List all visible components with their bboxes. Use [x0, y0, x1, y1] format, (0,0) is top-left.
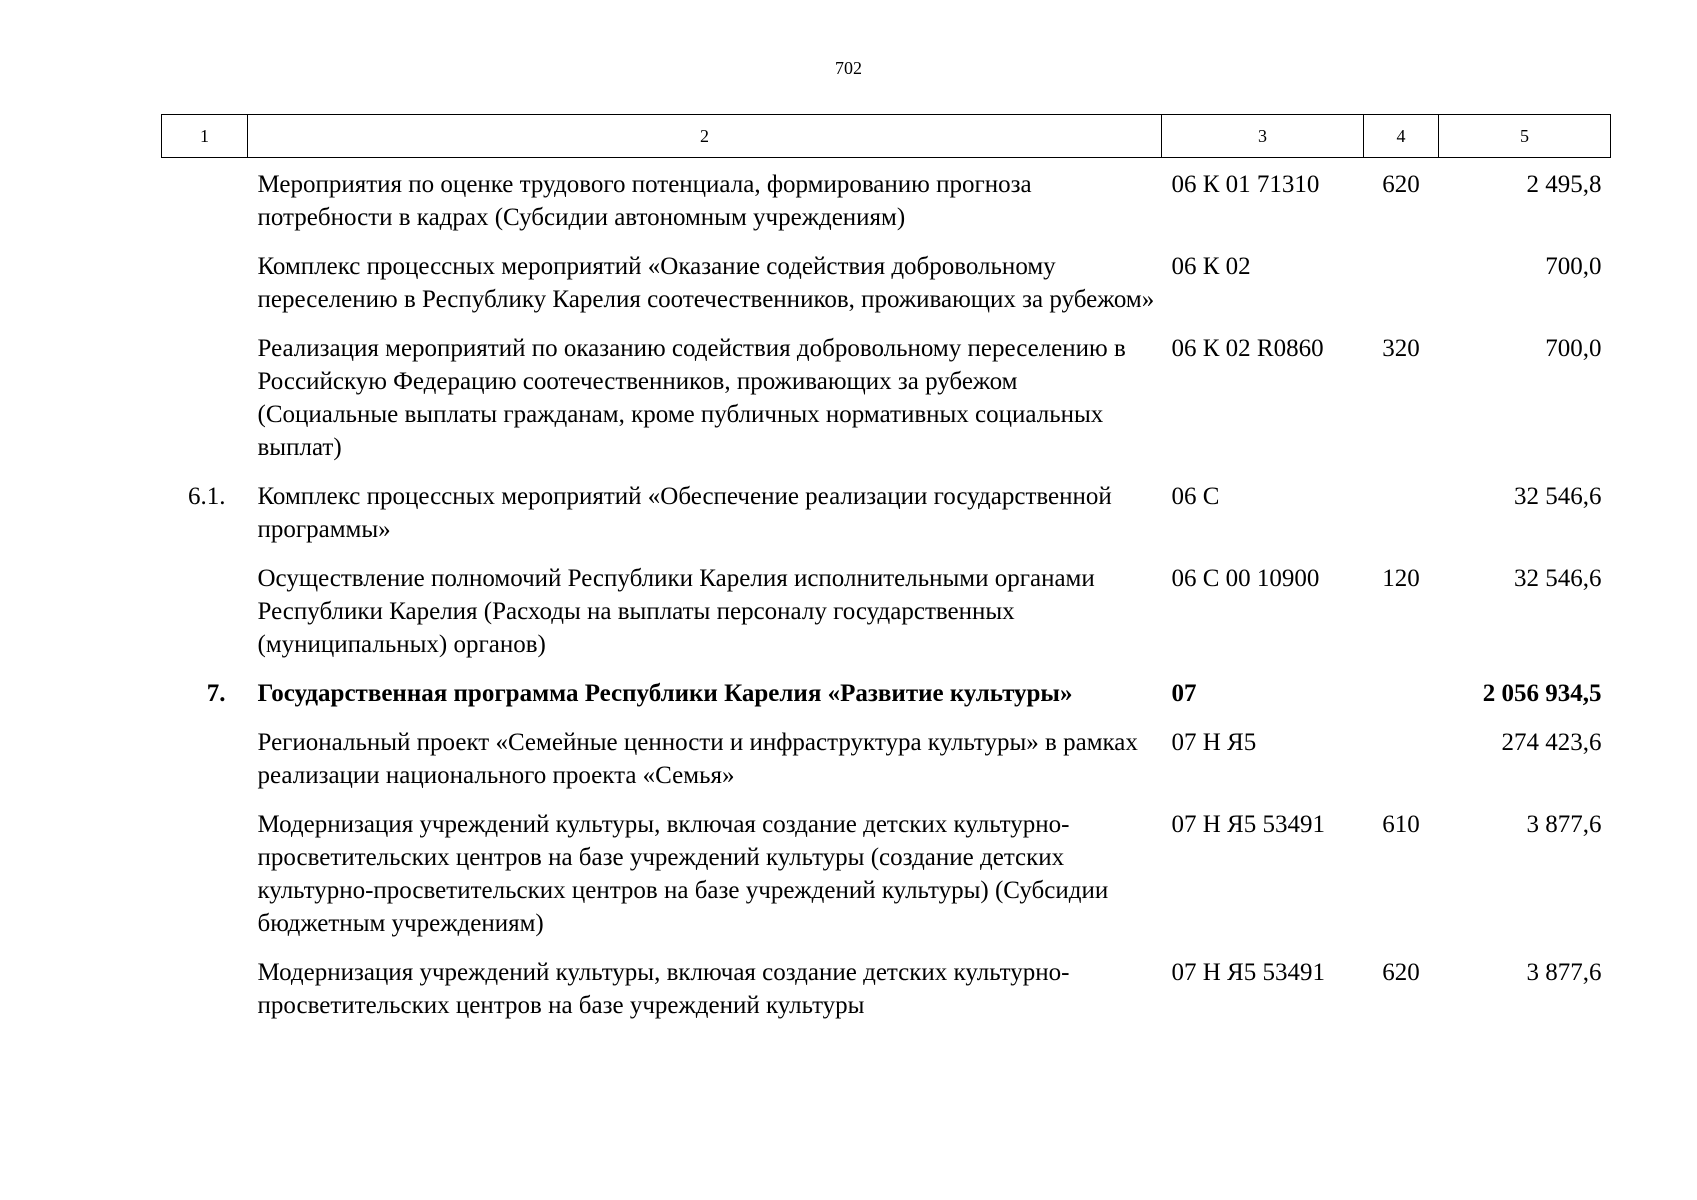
row-expense-type [1364, 677, 1439, 726]
row-code: 07 Н Я5 53491 [1171, 811, 1325, 838]
row-name: Комплекс процессных мероприятий «Оказание содействия добровольному переселению в Республику Карелия соотечественников, проживающих за рубежом» [257, 253, 1155, 313]
header-col-1: 1 [162, 115, 248, 158]
budget-table [161, 114, 1611, 1038]
table-body [162, 158, 1611, 1039]
row-code: 07 Н Я5 [1171, 729, 1257, 756]
row-code: 06 С 00 10900 [1171, 565, 1320, 592]
row-name: Осуществление полномочий Республики Карелия исполнительными органами Республики Карелия (Расходы на выплаты персоналу государственных (муниципальных) органов) [257, 565, 1095, 658]
table-row [162, 726, 1611, 808]
row-amount: 2 495,8 [1526, 171, 1602, 198]
row-expense-type: 620 [1382, 171, 1420, 198]
row-amount: 2 056 934,5 [1482, 680, 1602, 707]
row-name: Модернизация учреждений культуры, включая создание детских культурно-просветительских центров на базе учреждений культуры [257, 959, 1070, 1019]
row-expense-type [1364, 726, 1439, 808]
row-amount: 32 546,6 [1514, 565, 1602, 592]
row-code: 06 С [1171, 483, 1220, 510]
row-expense-type [1364, 250, 1439, 332]
row-amount: 700,0 [1545, 253, 1602, 280]
row-expense-type: 320 [1382, 335, 1420, 362]
table-row [162, 480, 1611, 562]
row-amount: 700,0 [1545, 335, 1602, 362]
row-amount: 32 546,6 [1514, 483, 1602, 510]
row-number [162, 250, 248, 332]
row-number [162, 332, 248, 480]
table-row [162, 250, 1611, 332]
table-row [162, 562, 1611, 677]
row-number: 6.1. [188, 483, 226, 510]
page-number: 702 [835, 58, 862, 78]
row-name: Комплекс процессных мероприятий «Обеспечение реализации государственной программы» [257, 483, 1112, 543]
row-expense-type: 620 [1382, 959, 1420, 986]
table-header [162, 115, 1611, 158]
row-expense-type: 610 [1382, 811, 1420, 838]
table-row [162, 158, 1611, 251]
table-row [162, 332, 1611, 480]
table-row [162, 677, 1611, 726]
row-number [162, 808, 248, 956]
header-col-2: 2 [248, 115, 1162, 158]
row-expense-type [1364, 480, 1439, 562]
row-code: 07 Н Я5 53491 [1171, 959, 1325, 986]
header-col-3: 3 [1162, 115, 1364, 158]
row-amount: 3 877,6 [1526, 959, 1602, 986]
row-name: Мероприятия по оценке трудового потенциала, формированию прогноза потребности в кадрах (Субсидии автономным учреждениям) [257, 171, 1032, 231]
row-code: 06 К 01 71310 [1171, 171, 1320, 198]
row-name: Региональный проект «Семейные ценности и инфраструктура культуры» в рамках реализации национального проекта «Семья» [257, 729, 1138, 789]
row-code: 07 [1171, 680, 1197, 707]
header-row [162, 115, 1611, 158]
row-number [162, 956, 248, 1038]
row-code: 06 К 02 R0860 [1171, 335, 1324, 362]
row-number [162, 726, 248, 808]
row-number [162, 562, 248, 677]
row-code: 06 К 02 [1171, 253, 1251, 280]
row-name: Реализация мероприятий по оказанию содействия добровольному переселению в Российскую Федерацию соотечественников, проживающих за рубежом (Социальные выплаты гражданам, кроме публичных нормативных социальных выплат) [257, 335, 1126, 461]
table-row [162, 808, 1611, 956]
header-col-4: 4 [1364, 115, 1439, 158]
table-row [162, 956, 1611, 1038]
row-expense-type: 120 [1382, 565, 1420, 592]
header-col-5: 5 [1439, 115, 1611, 158]
row-amount: 3 877,6 [1526, 811, 1602, 838]
row-amount: 274 423,6 [1501, 729, 1602, 756]
row-number: 7. [206, 680, 226, 707]
row-number [162, 158, 248, 251]
row-name: Модернизация учреждений культуры, включая создание детских культурно-просветительских центров на базе учреждений культуры (создание детских культурно-просветительских центров на базе учреждений культуры) (Субсидии бюджетным учреждениям) [257, 811, 1109, 937]
row-name: Государственная программа Республики Карелия «Развитие культуры» [257, 680, 1073, 707]
